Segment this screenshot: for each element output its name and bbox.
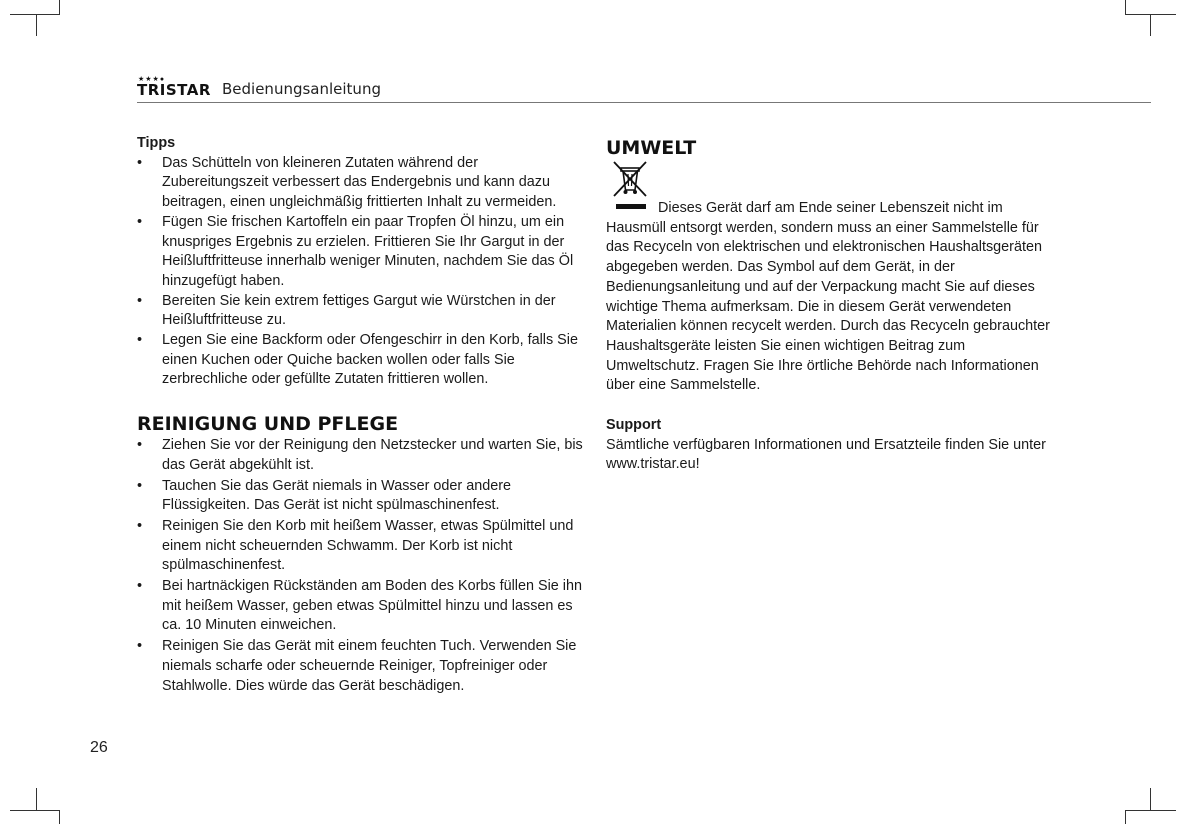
tips-list (137, 154, 587, 390)
weee-bar (616, 204, 646, 209)
environment-heading: UMWELT (606, 137, 697, 159)
list-item: • Reinigen Sie den Korb mit heißem Wasser, etwas Spülmittel und einem nicht scheuernden Schwamm. Der Korb ist nicht spülmaschinenfest. (137, 517, 587, 576)
crop-mark (59, 810, 60, 824)
page-header (137, 76, 1151, 103)
list-item: • Tauchen Sie das Gerät niemals in Wasser oder andere Flüssigkeiten. Das Gerät ist nicht spülmaschinenfest. (137, 477, 587, 516)
tristar-logo (137, 76, 215, 98)
page-number: 26 (90, 739, 108, 756)
crop-mark (1150, 14, 1151, 36)
left-column (137, 134, 587, 697)
list-item: • Das Schütteln von kleineren Zutaten während der Zubereitungszeit verbessert das Endergebnis und kann dazu beitragen, einen ungleichmäßig frittierten Inhalt zu vermeiden. (137, 154, 587, 213)
cleaning-heading: REINIGUNG UND PFLEGE (137, 413, 399, 436)
environment-text (606, 199, 1056, 396)
crop-mark (10, 14, 60, 15)
crop-mark (36, 14, 37, 36)
list-item: • Legen Sie eine Backform oder Ofengeschirr in den Korb, falls Sie einen Kuchen oder Quiche backen wollen oder falls Sie zerbrechliche oder gefüllte Zutaten frittieren wollen. (137, 331, 587, 390)
list-item: • Fügen Sie frischen Kartoffeln ein paar Tropfen Öl hinzu, um ein knuspriges Ergebnis zu erzielen. Frittieren Sie Ihr Gargut in der Heißluftfritteuse innerhalb weniger Minuten, nachdem Sie das Öl hinzugefügt haben. (137, 213, 587, 292)
crop-mark (1125, 810, 1126, 824)
header-title: Bedienungsanleitung (222, 80, 381, 98)
logo-stars: ★★★● (138, 76, 166, 83)
list-item: • Ziehen Sie vor der Reinigung den Netzstecker und warten Sie, bis das Gerät abgekühlt ist. (137, 436, 587, 475)
crop-mark (1125, 0, 1126, 14)
list-item: • Bereiten Sie kein extrem fettiges Gargut wie Würstchen in der Heißluftfritteuse zu. (137, 292, 587, 331)
list-item: • Bei hartnäckigen Rückständen am Boden des Korbs füllen Sie ihn mit heißem Wasser, geben etwas Spülmittel hinzu und lassen es ca. 10 Minuten einweichen. (137, 577, 587, 636)
crop-mark (36, 788, 37, 810)
cleaning-list (137, 436, 587, 696)
right-column (606, 136, 1056, 475)
crop-mark (1125, 810, 1176, 811)
support-heading: Support (606, 417, 662, 434)
environment-text-content: Dieses Gerät darf am Ende seiner Lebenszeit nicht im Hausmüll entsorgt werden, sondern muss an einer Sammelstelle für das Recyceln von elektrischen und elektronischen Haushaltsgeräten abgegeben werden. Das Symbol auf dem Gerät, in der Bedienungsanleitung und auf der Verpackung macht Sie auf dieses wichtige Thema aufmerksam. Die in diesem Gerät verwendeten Materialien können recycelt werden. Durch das Recyceln gebrauchter Haushaltsgeräte leisten Sie einen wichtigen Beitrag zum Umweltschutz. Fragen Sie Ihre örtliche Behörde nach Informationen über eine Sammelstelle. (606, 200, 1050, 394)
crop-mark (1150, 788, 1151, 810)
list-item: • Reinigen Sie das Gerät mit einem feuchten Tuch. Verwenden Sie niemals scharfe oder scheuernde Reiniger, Topfreiniger oder Stahlwolle. Dies würde das Gerät beschädigen. (137, 637, 587, 696)
support-text: Sämtliche verfügbaren Informationen und Ersatzteile finden Sie unter www.tristar.eu! (606, 436, 1046, 473)
crossed-out-wheelie-bin-icon (611, 161, 651, 197)
logo-text: TRISTAR (137, 81, 211, 99)
tips-heading: Tipps (137, 135, 176, 151)
crop-mark (10, 810, 60, 811)
crop-mark (59, 0, 60, 14)
